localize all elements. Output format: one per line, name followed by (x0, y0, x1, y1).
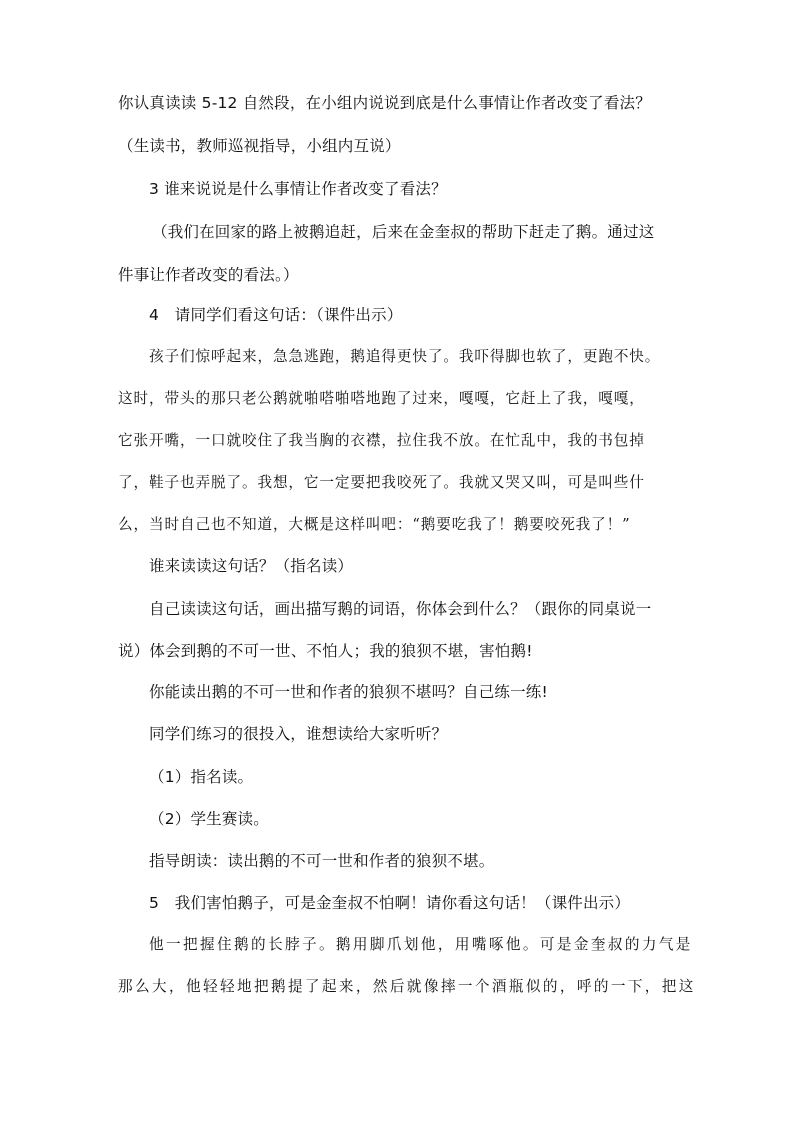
paragraph-line: 说）体会到鹅的不可一世、不怕人；我的狼狈不堪，害怕鹅! (118, 642, 533, 660)
paragraph-line: 指导朗读：读出鹅的不可一世和作者的狼狈不堪。 (149, 852, 495, 870)
paragraph-line: 你能读出鹅的不可一世和作者的狼狈不堪吗？自己练一练! (149, 683, 548, 701)
paragraph-line: （1）指名读。 (149, 768, 254, 786)
paragraph-line: 件事让作者改变的看法。） (118, 266, 299, 284)
quote-line: 么，当时自己也不知道，大概是这样叫吧：“鹅要吃我了！鹅要咬死我了！” (118, 516, 631, 533)
paragraph-line: （我们在回家的路上被鹅追赶，后来在金奎叔的帮助下赶走了鹅。通过这 (152, 223, 655, 241)
paragraph-line: 5 我们害怕鹅子，可是金奎叔不怕啊！请你看这句话！（课件出示） (149, 894, 631, 912)
quote-line: 孩子们惊呼起来，急急逃跑，鹅追得更快了。我吓得脚也软了，更跑不快。 (149, 348, 661, 365)
quote-line: 了，鞋子也弄脱了。我想，它一定要把我咬死了。我就又哭又叫，可是叫些什 (118, 474, 645, 491)
paragraph-line: 自己读读这句话，画出描写鹅的词语，你体会到什么？（跟你的同桌说一 (149, 600, 652, 618)
paragraph-line: 谁来读读这句话？（指名读） (149, 557, 354, 575)
paragraph-line: （生读书，教师巡视指导，小组内互说） (118, 137, 401, 155)
paragraph-line: 3 谁来说说是什么事情让作者改变了看法？ (149, 180, 447, 198)
paragraph-line: 4 请同学们看这句话：（课件出示） (149, 306, 403, 324)
quote-line: 它张开嘴，一口就咬住了我当胸的衣襟，拉住我不放。在忙乱中，我的书包掉 (118, 432, 645, 449)
paragraph-line: 同学们练习的很投入，谁想读给大家听听？ (149, 725, 448, 743)
paragraph-line: （2）学生赛读。 (149, 810, 269, 828)
quote-line: 他一把握住鹅的长脖子。鹅用脚爪划他，用嘴啄他。可是金奎叔的力气是 (149, 936, 693, 953)
quote-line: 这时，带头的那只老公鹅就啪嗒啪嗒地跑了过来，嘎嘎，它赶上了我，嘎嘎， (118, 390, 645, 407)
quote-line: 那么大，他轻轻地把鹅提了起来，然后就像摔一个酒瓶似的，呼的一下，把这 (118, 978, 696, 995)
paragraph-line: 你认真读读 5-12 自然段，在小组内说说到底是什么事情让作者改变了看法？ (118, 94, 651, 112)
